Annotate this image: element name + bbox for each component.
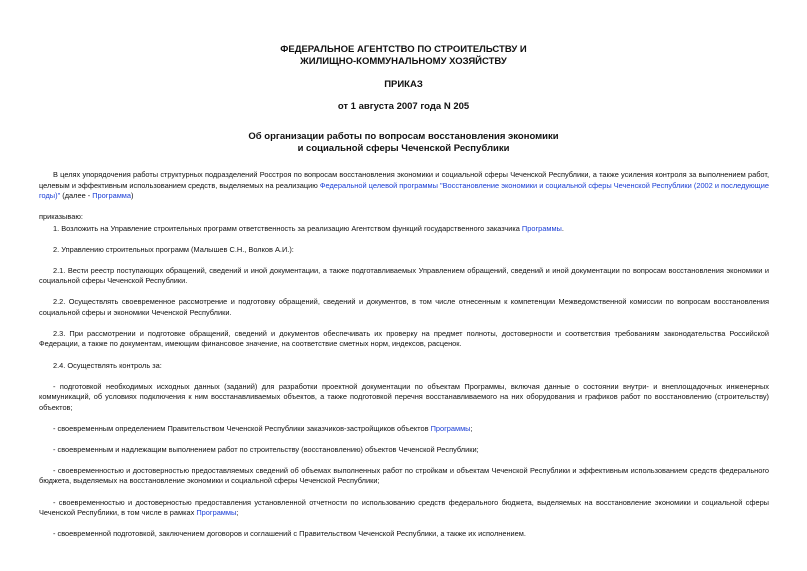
paragraph-1-end: .	[561, 223, 564, 233]
program-short-link[interactable]: Программа	[92, 191, 131, 200]
document-body	[39, 170, 769, 550]
intro-text: В целях упорядочения работы структурных подразделений Росстроя по вопросам восстановления экономики и социальной сферы Чеченской Республики, а также усиления контроля за выполнением работ, целевым и эффективным использованием средств, выделяемых на реализацию	[39, 170, 769, 190]
bullet-5	[39, 498, 769, 519]
program-link-b5[interactable]: Программы	[196, 508, 237, 518]
program-link-b2[interactable]: Программы	[430, 423, 471, 433]
bullet-5-text: - своевременностью и достоверностью предоставления установленной отчетности по использованию средств федерального бюджета, выделяемых на восстановление экономики и социальной сферы Чеченской Республики, в том числе в рамках	[39, 497, 769, 518]
document-subject	[0, 131, 807, 155]
orders-label: приказываю:	[39, 212, 83, 222]
bullet-4: - своевременностью и достоверностью предоставляемых сведений об объемах выполненных работ по стройкам и объектам Чеченской Республики и эффективным использованием средств федерального бюджета, выделяемых на восстановление экономики и социальной сферы Чеченской Республики;	[39, 465, 769, 486]
bullet-5-end: ;	[236, 508, 239, 518]
paragraph-2-4: 2.4. Осуществлять контроль за:	[53, 360, 162, 370]
intro-paragraph	[39, 170, 769, 202]
paragraph-2-2: 2.2. Осуществлять своевременное рассмотрение и подготовку обращений, сведений и документов, в том числе отнесенным к компетенции Межведомственной комиссии по вопросам восстановления социальной сферы и экономики Чеченской Республики.	[39, 297, 769, 317]
paragraph-2-3: 2.3. При рассмотрении и подготовке обращений, сведений и документов обеспечивать их проверку на предмет полноты, достоверности и соответствия требованиям законодательства Российской Федерации, а также по документам, имеющим финансовое значение, на соответствие сметных норм, индексов, расценок.	[39, 328, 769, 349]
program-link-p1[interactable]: Программы	[521, 223, 562, 233]
subject-line-2: и социальной сферы Чеченской Республики	[297, 143, 510, 154]
agency-line-1: ФЕДЕРАЛЬНОЕ АГЕНТСТВО ПО СТРОИТЕЛЬСТВУ И	[280, 44, 527, 55]
bullet-2	[39, 424, 769, 435]
bullet-2-end: ;	[470, 423, 473, 433]
bullet-2-text: - своевременным определением Правительством Чеченской Республики заказчиков-застройщиков объектов	[53, 423, 431, 433]
subject-line-1: Об организации работы по вопросам восстановления экономики	[248, 131, 559, 142]
program-link[interactable]: Федеральной целевой программы "Восстановление экономики и социальной сферы Чеченской Республики (2002 и последующие годы)"	[39, 180, 769, 200]
paragraph-1-text: 1. Возложить на Управление строительных программ ответственность за реализацию Агентством функций государственного заказчика	[53, 223, 522, 233]
agency-name	[0, 44, 807, 68]
agency-line-2: ЖИЛИЩНО-КОММУНАЛЬНОМУ ХОЗЯЙСТВУ	[300, 56, 507, 67]
document-type: ПРИКАЗ	[384, 79, 423, 90]
intro-mid: (далее -	[60, 191, 93, 200]
paragraph-2-1: 2.1. Вести реестр поступающих обращений, сведений и иной документации, а также подготавливаемых Управлением обращений, сведений и иной документации по вопросам восстановления экономики и социальной сферы Чеченской Республики.	[39, 265, 769, 286]
paragraph-1	[39, 224, 769, 235]
bullet-6: - своевременной подготовкой, заключением договоров и соглашений с Правительством Чеченской Республики, а также их исполнением.	[53, 529, 526, 539]
intro-end: )	[130, 191, 134, 200]
bullet-3: - своевременным и надлежащим выполнением работ по строительству (восстановлению) объектов Чеченской Республики;	[53, 444, 479, 454]
paragraph-2: 2. Управлению строительных программ (Малышев С.Н., Волков А.И.):	[53, 244, 294, 254]
bullet-1: - подготовкой необходимых исходных данных (заданий) для разработки проектной документации по объектам Программы, включая данные о состоянии внутри- и внеплощадочных инженерных коммуникаций, об условиях подключения к ним восстанавливаемых объектов, а также подготовкой перечня восстанавливаемого на них оборудования и графиков работ по восстановлению (строительству) объектов;	[39, 381, 769, 412]
document-date-number: от 1 августа 2007 года N 205	[337, 101, 470, 112]
